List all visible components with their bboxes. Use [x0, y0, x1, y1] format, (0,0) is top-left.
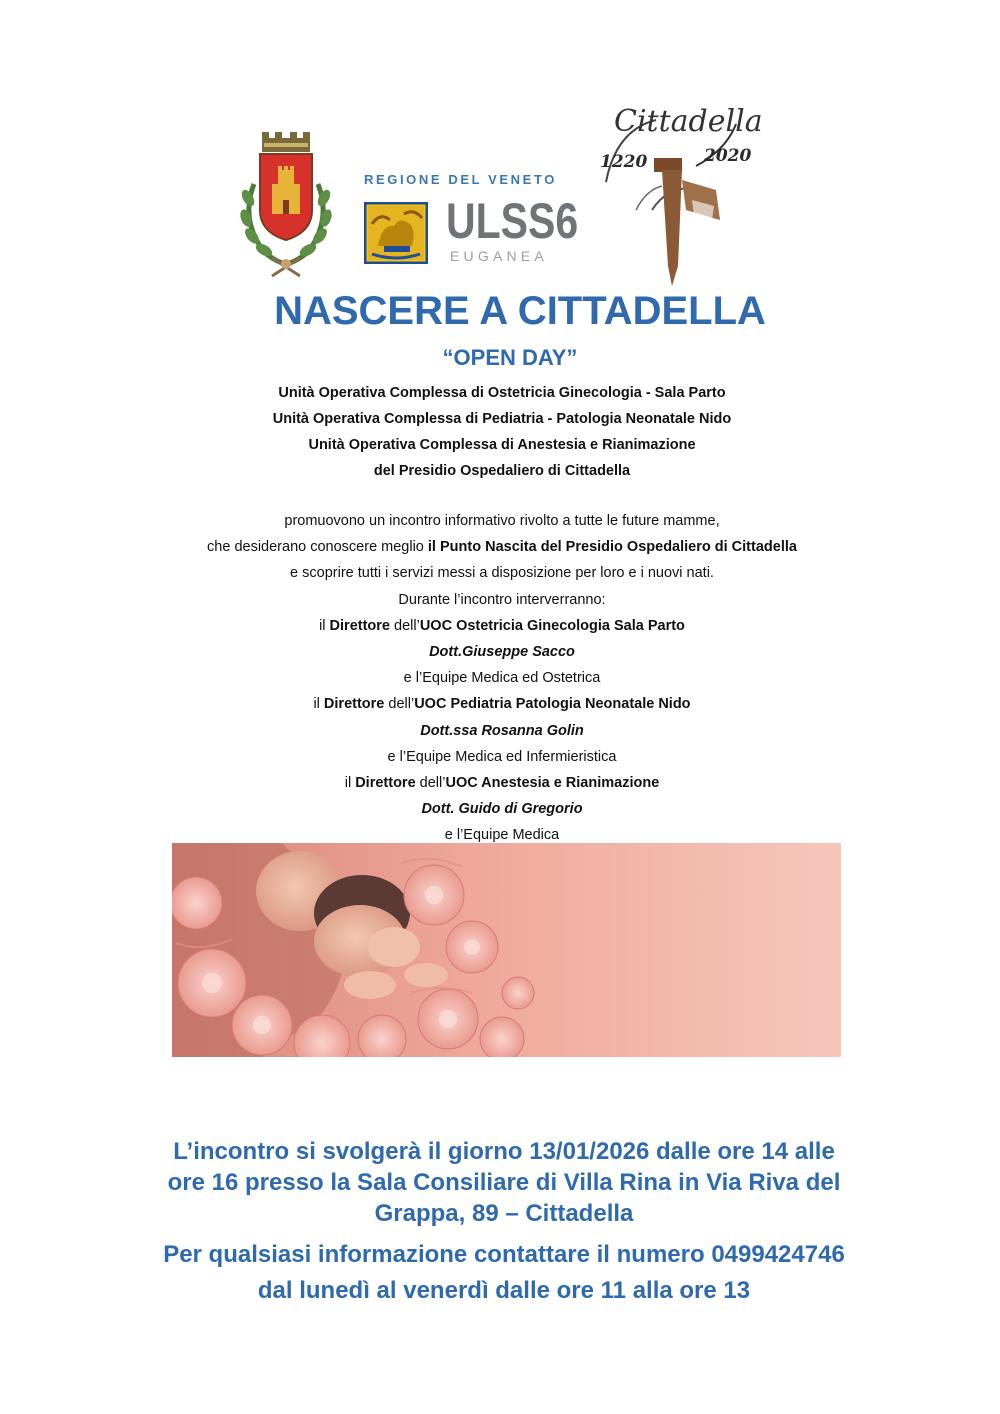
director-name-line [2, 796, 1000, 822]
punto-nascita-highlight: il Punto Nascita del Presidio Ospedaliero di Cittadella [427, 539, 797, 556]
unit-name: UOC Anestesia e Rianimazione [445, 774, 660, 791]
unit-line: Unità Operativa Complessa di Anestesia e Rianimazione [308, 437, 696, 453]
body-text: il [313, 696, 324, 713]
director-label: Direttore [355, 774, 416, 791]
unit-line: del Presidio Ospedaliero di Cittadella [373, 463, 631, 479]
team-line: e l’Equipe Medica [444, 827, 560, 844]
body-text: il [319, 617, 330, 634]
invitation-body [2, 508, 1000, 848]
contact-hours-line: dal lunedì al venerdì dalle ore 11 alla ore 13 [257, 1277, 751, 1304]
team-line: e l’Equipe Medica ed Ostetrica [403, 670, 601, 687]
logo-header [0, 0, 1000, 300]
director-line [2, 613, 1000, 639]
director-label: Direttore [323, 696, 385, 713]
body-text: dell’ [384, 696, 415, 713]
director-name: Dott. Guido di Gregorio [421, 801, 583, 818]
unit-line: Unità Operativa Complessa di Ostetricia Ginecologia - Sala Parto [278, 385, 726, 401]
event-line: Grappa, 89 – Cittadella [374, 1200, 634, 1227]
event-details [4, 1136, 1000, 1311]
director-label: Direttore [329, 617, 390, 634]
body-text: il [344, 774, 356, 791]
body-line [2, 534, 1000, 560]
body-line: Durante l’incontro interverranno: [398, 591, 606, 608]
lion-of-venice-icon [364, 202, 428, 264]
ulss6-logo [358, 172, 584, 268]
unit-line: Unità Operativa Complessa di Pediatria - Patologia Neonatale Nido [272, 411, 732, 427]
event-line: L’incontro si svolgerà il giorno 13/01/2026 dalle ore 14 alle [173, 1138, 835, 1165]
director-name: Dott.Giuseppe Sacco [429, 643, 575, 660]
body-line: promuovono un incontro informativo rivolto a tutte le future mamme, [284, 513, 720, 529]
contact-line: Per qualsiasi informazione contattare il numero 0499424746 [163, 1241, 845, 1268]
anniversary-year-start: 1220 [600, 152, 648, 172]
anniversary-word: Cittadella [614, 104, 763, 139]
page-title: NASCERE A CITTADELLA [274, 289, 766, 333]
team-line: e l’Equipe Medica ed Infermieristica [387, 748, 617, 765]
units-list [2, 380, 1000, 484]
unit-name: UOC Pediatria Patologia Neonatale Nido [414, 696, 691, 713]
regione-title: REGIONE DEL VENETO [364, 172, 557, 187]
page-subtitle: “OPEN DAY” [442, 345, 578, 370]
director-name-line [2, 639, 1000, 665]
director-line [2, 770, 1000, 796]
body-text: dell’ [389, 617, 420, 634]
body-line: e scoprire tutti i servizi messi a disposizione per loro e i nuovi nati. [290, 565, 714, 582]
coat-of-arms-icon [228, 124, 344, 282]
event-line: ore 16 presso la Sala Consiliare di Villa Rina in Via Riva del [167, 1169, 841, 1196]
body-text: che desiderano conoscere meglio [207, 539, 428, 556]
flowers-illustration-icon [172, 843, 841, 1057]
body-text: dell’ [415, 774, 446, 791]
director-line [2, 691, 1000, 717]
director-name: Dott.ssa Rosanna Golin [420, 722, 584, 739]
ulss-subtitle: EUGANEA [450, 248, 548, 264]
mother-baby-image [172, 843, 841, 1057]
unit-name: UOC Ostetricia Ginecologia Sala Parto [419, 617, 685, 634]
ulss-name: ULSS6 [446, 193, 579, 249]
anniversary-logo [596, 90, 763, 286]
director-name-line [2, 718, 1000, 744]
anniversary-year-end: 2020 [704, 146, 752, 166]
